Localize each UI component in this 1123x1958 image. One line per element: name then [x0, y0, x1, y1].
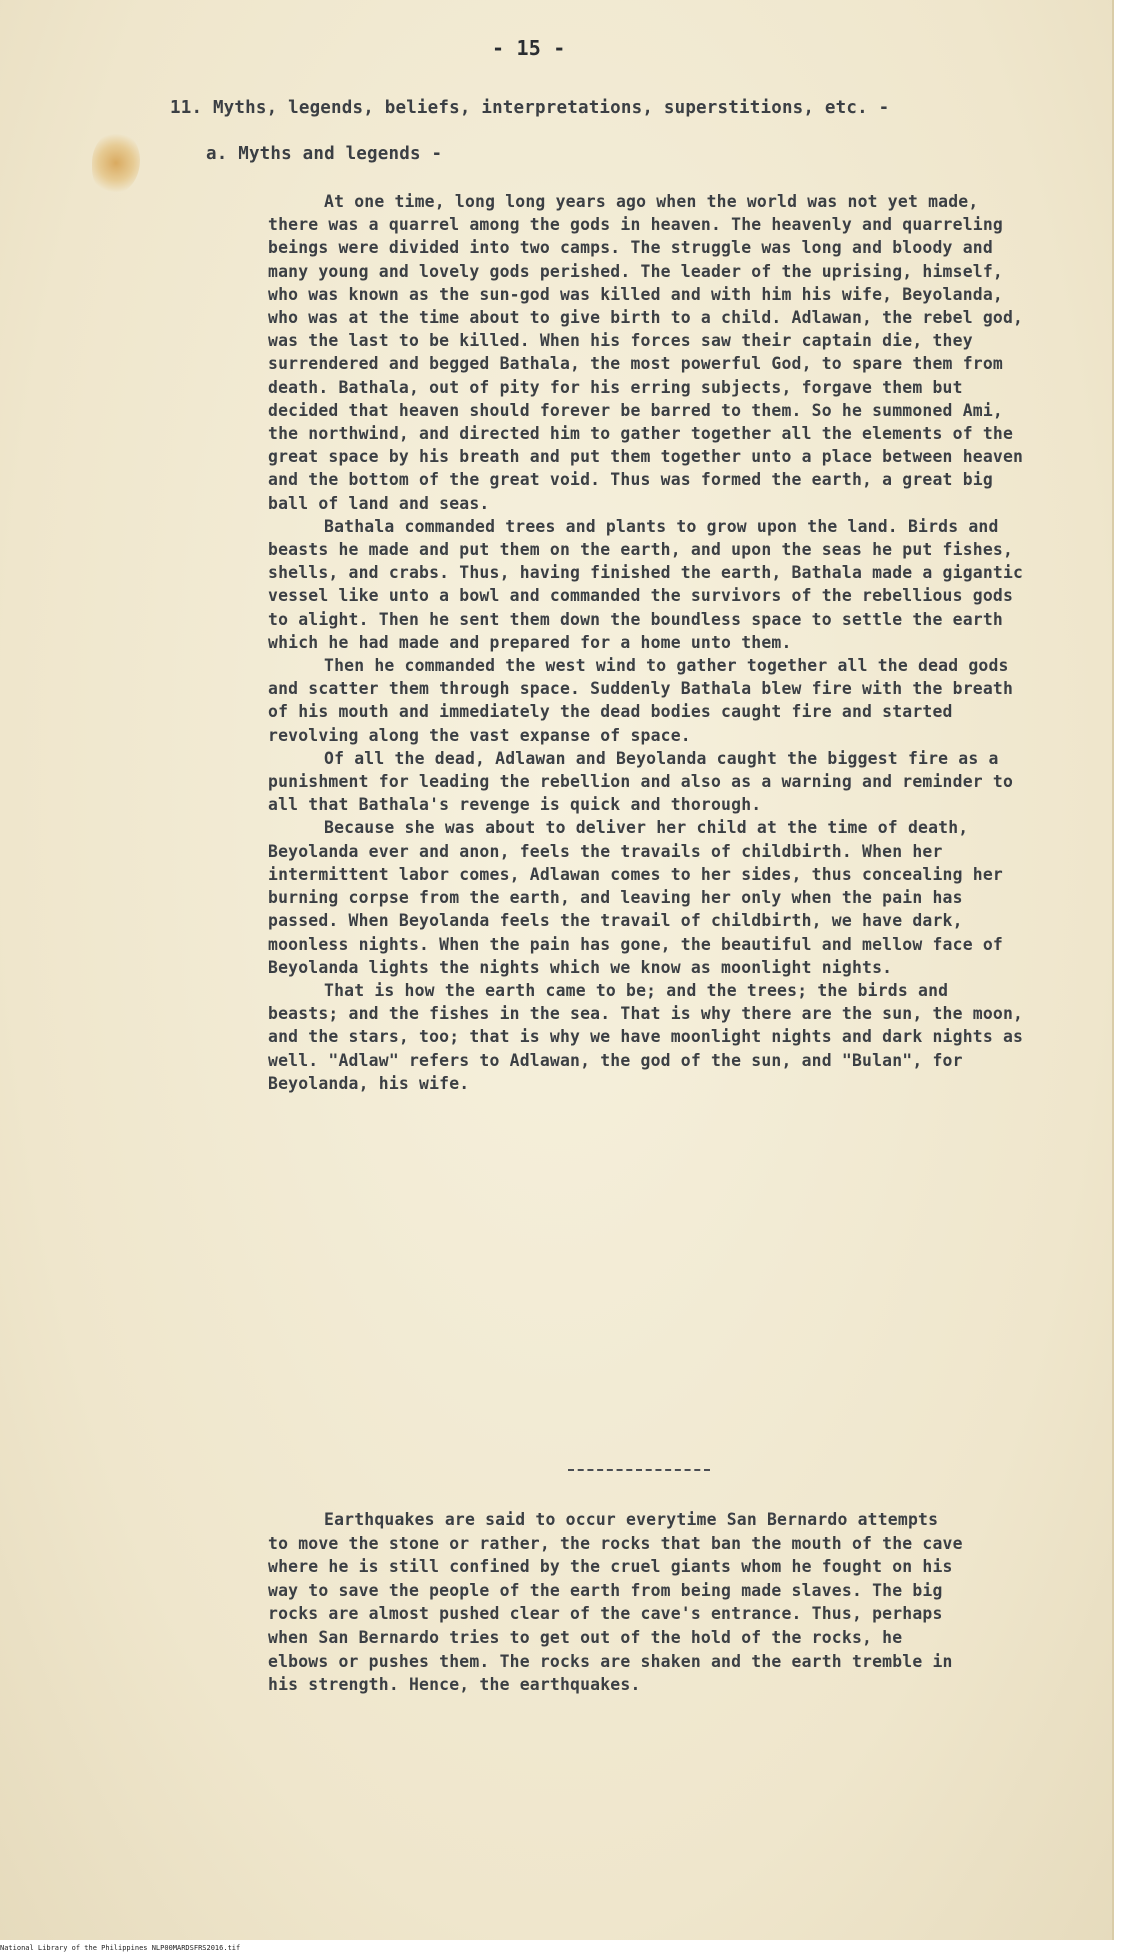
- paper-stain: [92, 132, 140, 194]
- paragraph: Earthquakes are said to occur everytime San Bernardo attempts to move the stone or rather, the rocks that ban the mouth of the cave where he is still confined by the cruel giants whom he fought on his way to save the people of the earth from being made slaves. The big rocks are almost pushed clear of the cave's entrance. Thus, perhaps when San Bernardo tries to get out of the hold of the rocks, he elbows or pushes them. The rocks are shaken and the earth tremble in his strength. Hence, the earthquakes.: [268, 1510, 963, 1695]
- page-number: - 15 -: [492, 36, 566, 60]
- paragraph: At one time, long long years ago when the world was not yet made, there was a quarrel among the gods in heaven. The heavenly and quarreling beings were divided into two camps. The struggle was long and bloody and many young and lovely gods perished. The leader of the uprising, himself, who was known as the sun-god was killed and with him his wife, Beyolanda, who was at the time about to give birth to a child. Adlawan, the rebel god, was the last to be killed. When his forces saw their captain die, they surrendered and begged Bathala, the most powerful God, to spare them from death. Bathala, out of pity for his erring subjects, forgave them but decided that heaven should forever be barred to them. So he summoned Ami, the northwind, and directed him to gather together all the elements of the great space by his breath and put them together unto a place between heaven and the bottom of the great void. Thus was formed the earth, a great big ball of land and seas.: [268, 192, 1024, 513]
- archive-footer: National Library of the Philippines NLP00MARDSFRS2016.tif: [0, 1944, 241, 1952]
- paragraph: That is how the earth came to be; and the trees; the birds and beasts; and the fishes in the sea. That is why there are the sun, the moon, and the stars, too; that is why we have moonlight nights and dark nights as well. "Adlaw" refers to Adlawan, the god of the sun, and "Bulan", for Beyolanda, his wife.: [268, 980, 1024, 1093]
- paragraph: Because she was about to deliver her child at the time of death, Beyolanda ever and anon, feels the travails of childbirth. When her intermittent labor comes, Adlawan comes to her sides, thus concealing her burning corpse from the earth, and leaving her only when the pain has passed. When Beyolanda feels the travail of childbirth, we have dark, moonless nights. When the pain has gone, the beautiful and mellow face of Beyolanda lights the nights which we know as moonlight nights.: [268, 818, 1003, 977]
- paragraph: Bathala commanded trees and plants to grow upon the land. Birds and beasts he made and put them on the earth, and upon the seas he put fishes, shells, and crabs. Thus, having finished the earth, Bathala made a gigantic vessel like unto a bowl and commanded the survivors of the rebellious gods to alight. Then he sent them down the boundless space to settle the earth which he had made and prepared for a home unto them.: [268, 516, 1024, 652]
- myth-text-block: [268, 190, 1028, 1095]
- subsection-heading: a. Myths and legends -: [206, 144, 443, 164]
- paragraph: Of all the dead, Adlawan and Beyolanda caught the biggest fire as a punishment for leading the rebellion and also as a warning and reminder to all that Bathala's revenge is quick and thorough.: [268, 748, 1014, 815]
- section-heading: 11. Myths, legends, beliefs, interpretations, superstitions, etc. -: [170, 98, 890, 118]
- paragraph: Then he commanded the west wind to gather together all the dead gods and scatter them through space. Suddenly Bathala blew fire with the breath of his mouth and immediately the dead bodies caught fire and started revolving along the vast expanse of space.: [268, 656, 1014, 745]
- earthquake-text-block: [268, 1508, 968, 1697]
- section-divider: [568, 1469, 710, 1471]
